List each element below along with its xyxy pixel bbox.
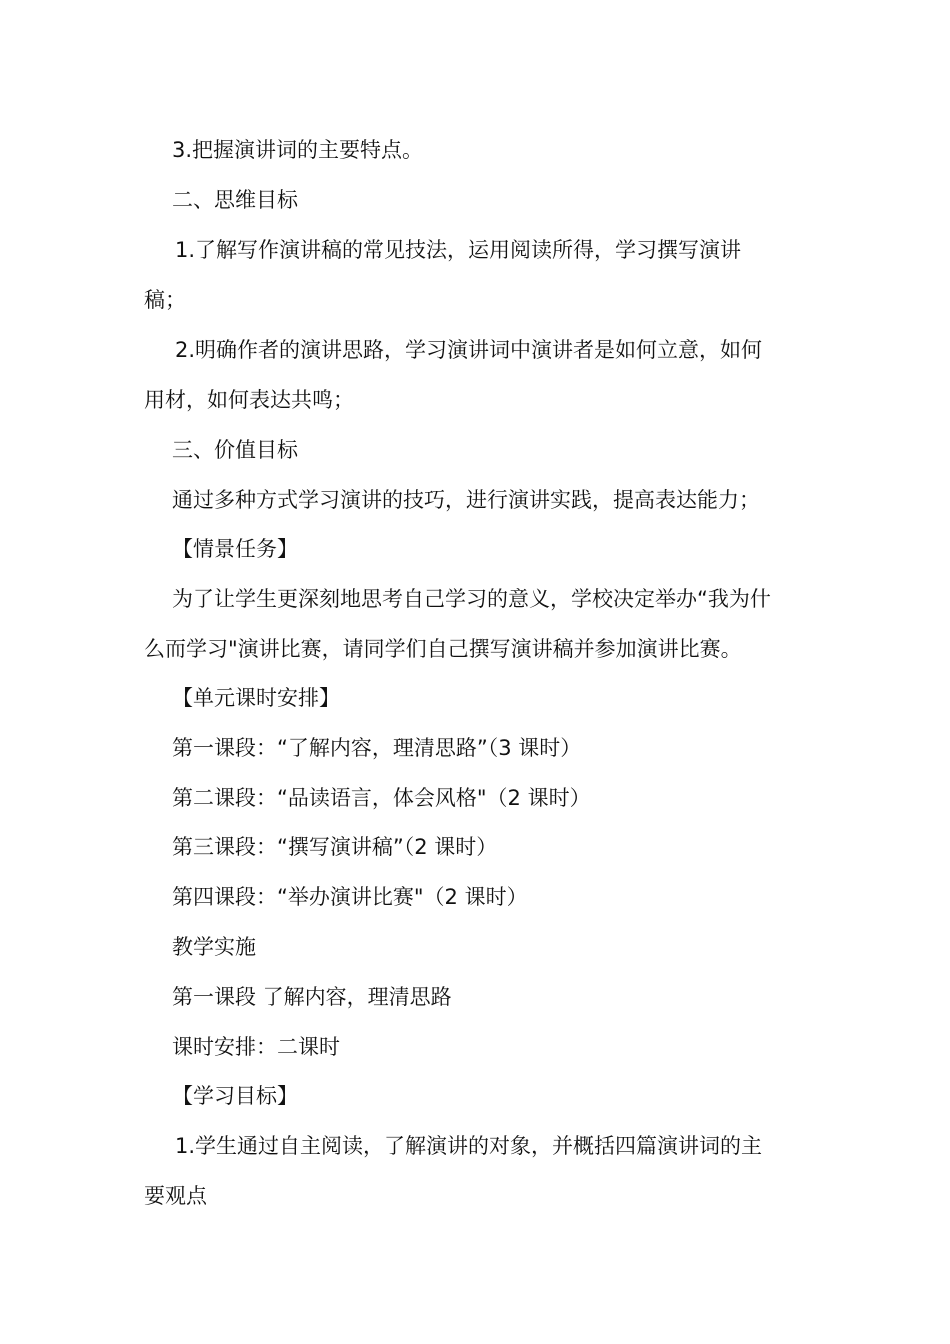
lesson-hours: 课时安排：二课时	[172, 1035, 340, 1059]
section-heading-value: 三、价值目标	[172, 438, 298, 462]
lesson-segment-title: 第一课段 了解内容，理清思路	[172, 985, 452, 1009]
schedule-item-2: 第二课段：“品读语言，体会风格"（2 课时）	[172, 786, 591, 810]
value-goal: 通过多种方式学习演讲的技巧，进行演讲实践，提高表达能力；	[172, 488, 760, 512]
heading-learning-goals: 【学习目标】	[172, 1084, 298, 1108]
heading-scenario-task: 【情景任务】	[172, 537, 298, 561]
section-heading-thinking: 二、思维目标	[172, 188, 298, 212]
thinking-goal-2: 2.明确作者的演讲思路，学习演讲词中演讲者是如何立意，如何	[175, 338, 763, 362]
schedule-item-3: 第三课段：“撰写演讲稿”（2 课时）	[172, 835, 498, 859]
thinking-goal-1: 1.了解写作演讲稿的常见技法，运用阅读所得，学习撰写演讲	[175, 238, 742, 262]
goal-item-3: 3.把握演讲词的主要特点。	[172, 138, 424, 162]
thinking-goal-2-cont: 用材，如何表达共鸣；	[144, 388, 354, 412]
heading-unit-schedule: 【单元课时安排】	[172, 686, 340, 710]
heading-teaching: 教学实施	[172, 935, 256, 959]
thinking-goal-1-cont: 稿；	[144, 288, 186, 312]
scenario-text: 为了让学生更深刻地思考自己学习的意义，学校决定举办“我为什	[172, 587, 771, 611]
schedule-item-1: 第一课段：“了解内容，理清思路”（3 课时）	[172, 736, 582, 760]
schedule-item-4: 第四课段：“举办演讲比赛"（2 课时）	[172, 885, 528, 909]
learning-goal-1: 1.学生通过自主阅读，了解演讲的对象，并概括四篇演讲词的主	[175, 1134, 763, 1158]
learning-goal-1-cont: 要观点	[144, 1184, 207, 1208]
scenario-text-cont: 么而学习"演讲比赛，请同学们自己撰写演讲稿并参加演讲比赛。	[144, 637, 742, 661]
